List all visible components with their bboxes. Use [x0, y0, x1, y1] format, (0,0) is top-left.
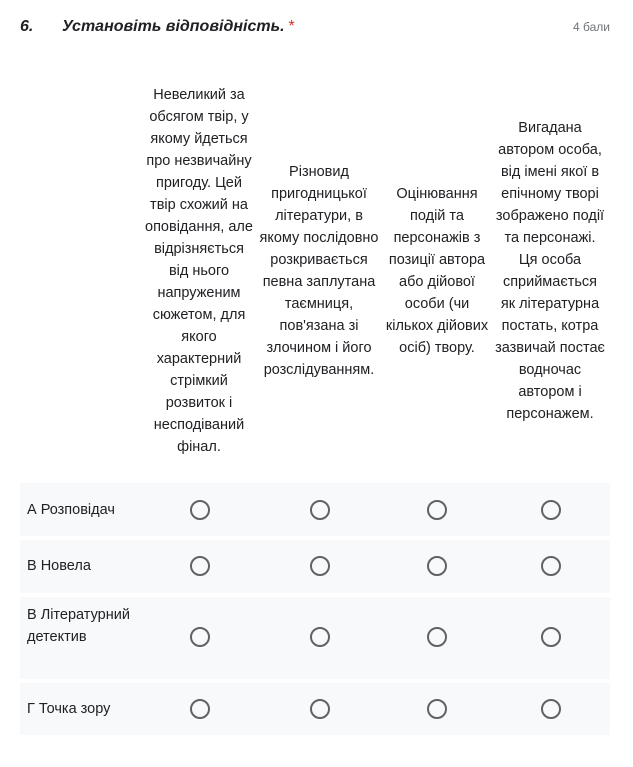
radio-row1-col4[interactable]: [541, 500, 561, 520]
radio-row4-col4[interactable]: [541, 699, 561, 719]
column-header-3: Оцінювання подій та персонажів з позиції автора або дійової особи (чи кількох дійових осіб) твору.: [385, 186, 489, 356]
grid-row-3: [20, 597, 610, 679]
radio-row1-col1[interactable]: [190, 500, 210, 520]
question-number: 6.: [20, 18, 34, 35]
required-asterisk: *: [288, 18, 295, 35]
row-label-1: А Розповідач: [27, 502, 115, 518]
row-label-2: В Новела: [27, 558, 91, 574]
radio-row4-col2[interactable]: [310, 699, 330, 719]
row-label-3: В Літературний детектив: [27, 607, 130, 645]
grid-row-4: [20, 683, 610, 735]
radio-row3-col1[interactable]: [190, 627, 210, 647]
radio-row1-col2[interactable]: [310, 500, 330, 520]
question-header: [20, 18, 610, 40]
row-label-4: Г Точка зору: [27, 701, 111, 717]
radio-row3-col4[interactable]: [541, 627, 561, 647]
radio-row4-col1[interactable]: [190, 699, 210, 719]
radio-row3-col2[interactable]: [310, 627, 330, 647]
points-label: 4 бали: [573, 20, 610, 34]
column-header-2: Різновид пригодницької літератури, в якому послідовно розкривається певна заплутана таємниця, пов'язана зі злочином і його розслідуванням.: [259, 164, 379, 378]
grid-row-2: [20, 540, 610, 593]
radio-row4-col3[interactable]: [427, 699, 447, 719]
radio-row1-col3[interactable]: [427, 500, 447, 520]
radio-row3-col3[interactable]: [427, 627, 447, 647]
column-header-4: Вигадана автором особа, від імені якої в епічному творі зображено події та персонажі. Ця особа сприймається як літературна постать, котра зазвичай постає водночас автором і персонажем.: [495, 120, 605, 422]
grid-row-1: [20, 483, 610, 536]
column-header-1: Невеликий за обсягом твір, у якому йдеться про незвичайну пригоду. Цей твір схожий на оповідання, але відрізняється від нього напруженим сюжетом, для якого характерний стрімкий розвиток і несподіваний фінал.: [145, 87, 253, 455]
radio-row2-col4[interactable]: [541, 556, 561, 576]
question-title: [62, 18, 295, 36]
radio-row2-col2[interactable]: [310, 556, 330, 576]
radio-row2-col3[interactable]: [427, 556, 447, 576]
radio-row2-col1[interactable]: [190, 556, 210, 576]
question-title-text: Установіть відповідність.: [62, 18, 285, 35]
